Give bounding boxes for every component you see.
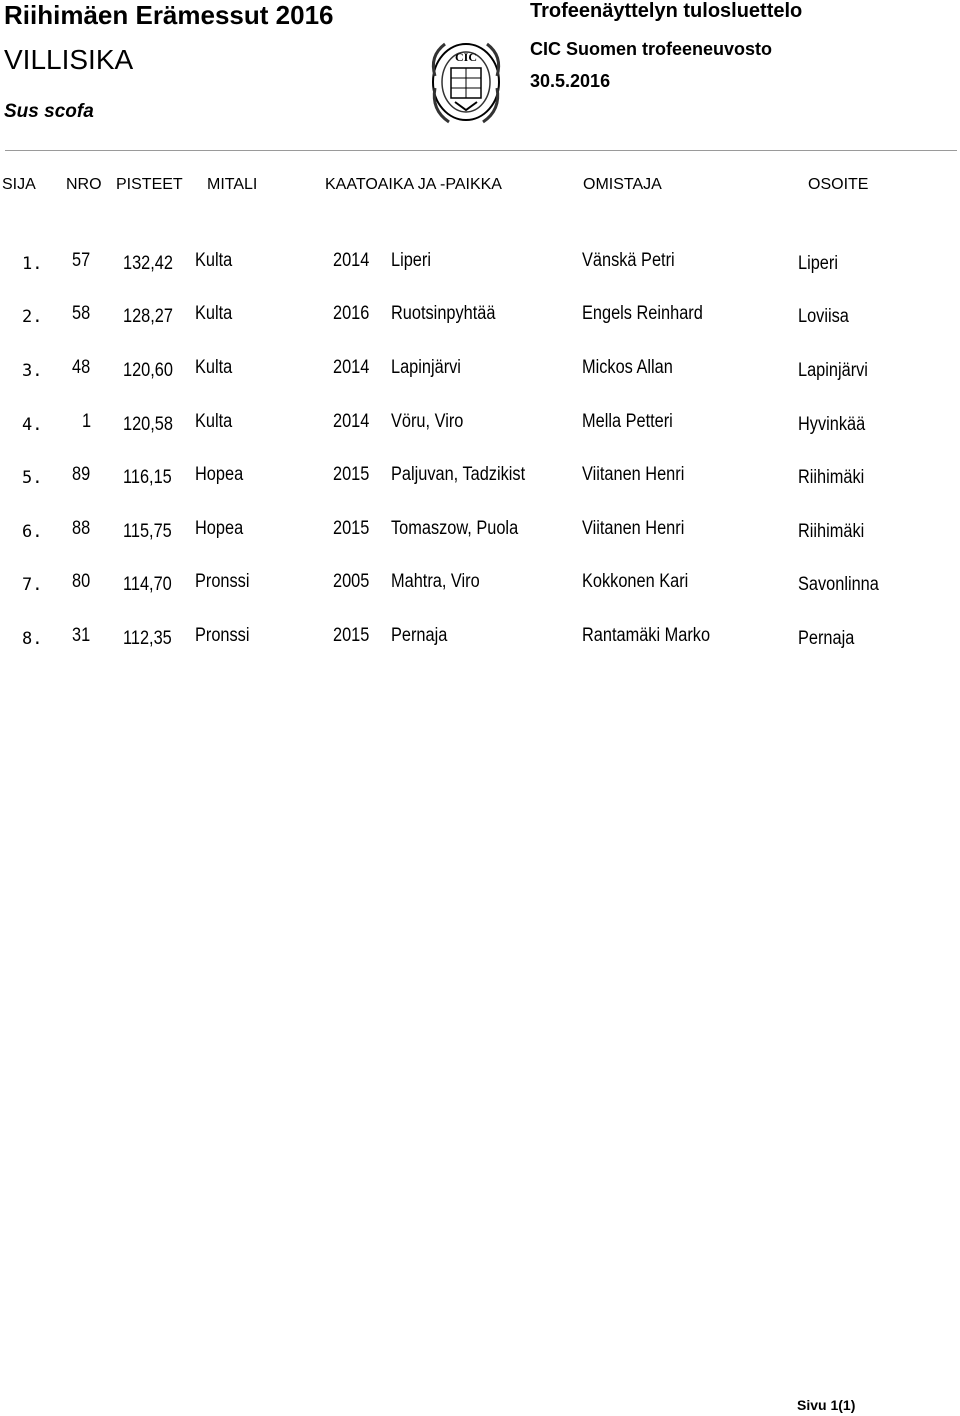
- row-rank: 2.: [22, 307, 43, 327]
- row-score: 128,27: [123, 306, 173, 327]
- row-year: 2014: [333, 250, 370, 271]
- row-owner: Kokkonen Kari: [582, 571, 689, 592]
- row-address: Loviisa: [798, 306, 849, 327]
- row-rank: 4.: [22, 415, 43, 435]
- row-rank: 3.: [22, 361, 43, 381]
- row-place: Vöru, Viro: [391, 411, 464, 432]
- row-score: 120,58: [123, 414, 173, 435]
- row-owner: Vänskä Petri: [582, 250, 675, 271]
- row-address: Pernaja: [798, 628, 855, 649]
- row-medal: Hopea: [195, 518, 244, 539]
- row-owner: Mella Petteri: [582, 411, 673, 432]
- row-medal: Kulta: [195, 357, 233, 378]
- report-title: Trofeenäyttelyn tulosluettelo: [530, 0, 803, 22]
- row-medal: Pronssi: [195, 571, 250, 592]
- column-header-address: OSOITE: [808, 176, 869, 193]
- row-owner: Engels Reinhard: [582, 303, 703, 324]
- row-owner: Viitanen Henri: [582, 464, 685, 485]
- row-year: 2014: [333, 357, 370, 378]
- row-number: 57: [72, 250, 91, 271]
- row-year: 2005: [333, 571, 370, 592]
- row-medal: Kulta: [195, 250, 233, 271]
- row-number: 89: [72, 464, 91, 485]
- row-score: 115,75: [123, 521, 172, 542]
- row-year: 2014: [333, 411, 370, 432]
- row-score: 116,15: [123, 467, 172, 488]
- species-name: VILLISIKA: [4, 44, 134, 75]
- header-divider: [5, 150, 957, 151]
- row-rank: 6.: [22, 522, 43, 542]
- column-header-number: NRO: [66, 176, 102, 193]
- row-rank: 8.: [22, 629, 43, 649]
- row-owner: Rantamäki Marko: [582, 625, 711, 646]
- row-year: 2015: [333, 464, 370, 485]
- row-number: 80: [72, 571, 91, 592]
- row-place: Liperi: [391, 250, 431, 271]
- row-number: 58: [72, 303, 91, 324]
- row-rank: 1.: [22, 254, 43, 274]
- row-address: Savonlinna: [798, 574, 879, 595]
- row-address: Riihimäki: [798, 467, 865, 488]
- event-title: Riihimäen Erämessut 2016: [4, 0, 334, 30]
- page-number: Sivu 1(1): [797, 1397, 856, 1413]
- row-place: Pernaja: [391, 625, 448, 646]
- row-medal: Hopea: [195, 464, 244, 485]
- row-address: Liperi: [798, 253, 838, 274]
- report-date: 30.5.2016: [530, 71, 611, 91]
- column-header-rank: SIJA: [2, 176, 36, 193]
- row-address: Riihimäki: [798, 521, 865, 542]
- row-number: 88: [72, 518, 91, 539]
- row-rank: 7.: [22, 575, 43, 595]
- row-year: 2016: [333, 303, 370, 324]
- row-number: 48: [72, 357, 91, 378]
- row-year: 2015: [333, 518, 370, 539]
- column-header-time-place: KAATOAIKA JA -PAIKKA: [325, 176, 502, 193]
- row-rank: 5.: [22, 468, 43, 488]
- row-number: 31: [72, 625, 91, 646]
- row-score: 114,70: [123, 574, 172, 595]
- row-address: Lapinjärvi: [798, 360, 868, 381]
- row-place: Tomaszow, Puola: [391, 518, 519, 539]
- row-number: 1: [82, 411, 92, 432]
- row-owner: Mickos Allan: [582, 357, 673, 378]
- row-place: Mahtra, Viro: [391, 571, 480, 592]
- row-medal: Pronssi: [195, 625, 250, 646]
- row-score: 132,42: [123, 253, 173, 274]
- row-score: 120,60: [123, 360, 173, 381]
- latin-name: Sus scofa: [4, 101, 94, 122]
- cic-logo: [425, 36, 507, 128]
- column-header-owner: OMISTAJA: [583, 176, 662, 193]
- row-owner: Viitanen Henri: [582, 518, 685, 539]
- row-medal: Kulta: [195, 411, 233, 432]
- row-place: Lapinjärvi: [391, 357, 461, 378]
- row-medal: Kulta: [195, 303, 233, 324]
- row-place: Ruotsinpyhtää: [391, 303, 496, 324]
- logo-text: CIC: [454, 50, 478, 64]
- row-address: Hyvinkää: [798, 414, 866, 435]
- organization: CIC Suomen trofeeneuvosto: [530, 39, 773, 59]
- row-year: 2015: [333, 625, 370, 646]
- row-score: 112,35: [123, 628, 172, 649]
- column-header-medal: MITALI: [207, 176, 258, 193]
- column-header-score: PISTEET: [116, 176, 183, 193]
- row-place: Paljuvan, Tadzikist: [391, 464, 526, 485]
